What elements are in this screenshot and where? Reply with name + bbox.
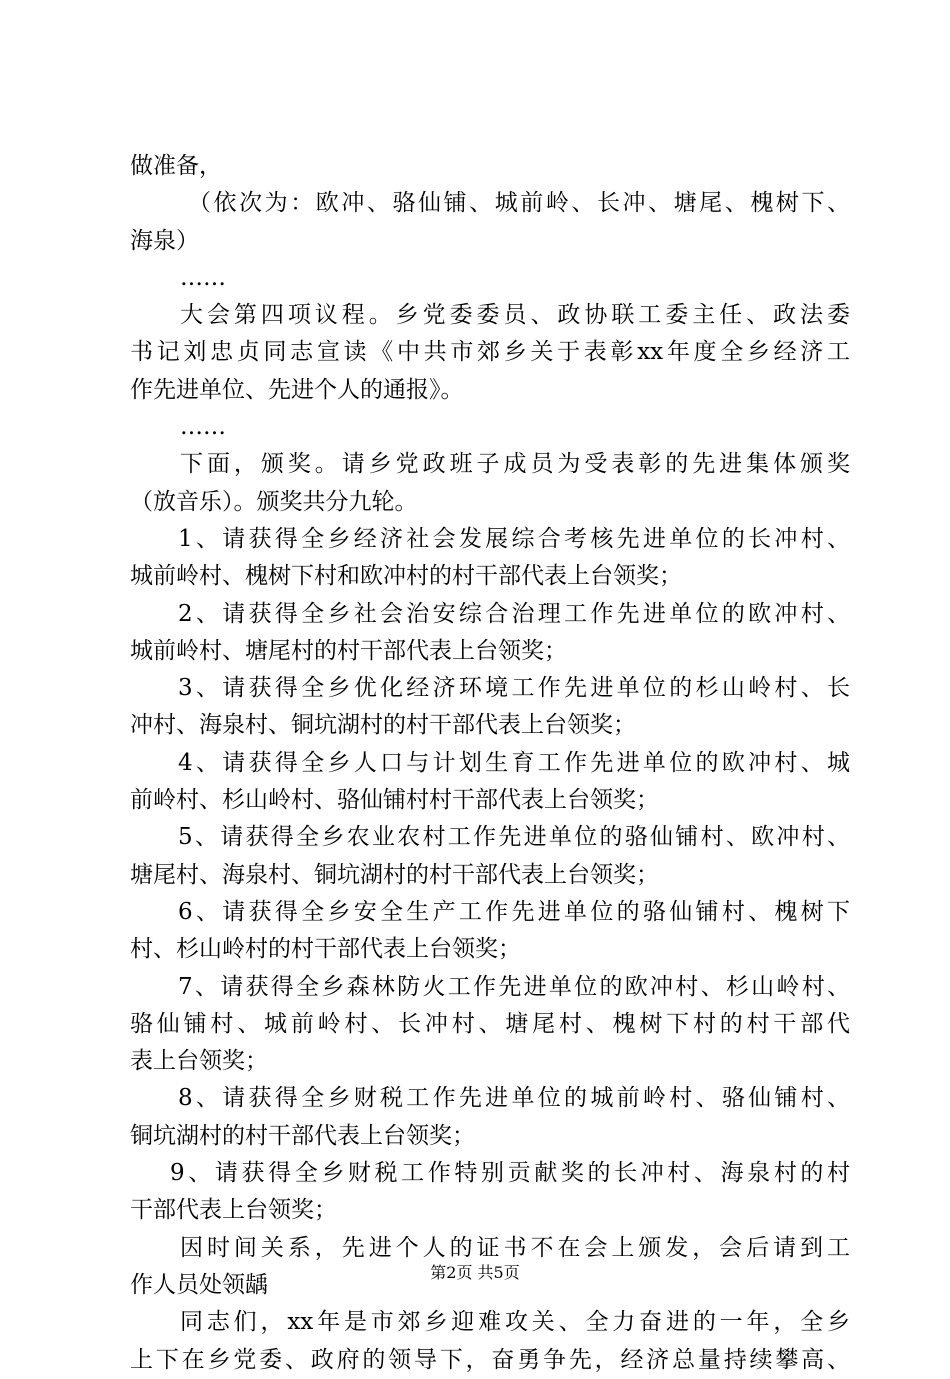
text-line: 同志们，xx年是市郊乡迎难攻关、全力奋进的一年，全乡 [180, 1309, 850, 1336]
text-line: 9、请获得全乡财税工作特别贡献奖的长冲村、海泉村的村 [170, 1160, 850, 1187]
text-line: 城前岭村、塘尾村的村干部代表上台领奖； [130, 637, 567, 664]
text-line: 3、请获得全乡优化经济环境工作先进单位的杉山岭村、长 [178, 675, 850, 702]
text-line: 塘尾村、海泉村、铜坑湖村的村干部代表上台领奖； [130, 861, 659, 888]
text-line: 村、杉山岭村的村干部代表上台领奖； [130, 936, 521, 963]
text-line: 7、请获得全乡森林防火工作先进单位的欧冲村、杉山岭村、 [178, 973, 850, 1000]
text-line: 冲村、海泉村、铜坑湖村的村干部代表上台领奖； [130, 712, 636, 739]
text-line: 作人员处领龋 [130, 1271, 268, 1298]
text-line: 海泉） [130, 227, 199, 254]
text-line: 表上台领奖； [130, 1048, 268, 1075]
text-line: 铜坑湖村的村干部代表上台领奖； [130, 1122, 475, 1149]
text-line: 因时间关系，先进个人的证书不在会上颁发，会后请到工 [180, 1234, 850, 1261]
text-line: 5、请获得全乡农业农村工作先进单位的骆仙铺村、欧冲村、 [178, 824, 850, 851]
text-line: 干部代表上台领奖； [130, 1197, 337, 1224]
text-line: 8、请获得全乡财税工作先进单位的城前岭村、骆仙铺村、 [178, 1085, 850, 1112]
text-line: 城前岭村、槐树下村和欧冲村的村干部代表上台领奖； [130, 563, 682, 590]
text-line: 骆仙铺村、城前岭村、长冲村、塘尾村、槐树下村的村干部代 [130, 1010, 850, 1037]
text-line: 2、请获得全乡社会治安综合治理工作先进单位的欧冲村、 [178, 600, 850, 627]
text-line: …… [180, 264, 226, 291]
text-line: …… [180, 414, 226, 441]
page-footer: 第2页 共5页 [430, 1263, 520, 1282]
text-line: 4、请获得全乡人口与计划生育工作先进单位的欧冲村、城 [178, 749, 850, 776]
text-line: 1、请获得全乡经济社会发展综合考核先进单位的长冲村、 [178, 525, 850, 552]
text-line: 前岭村、杉山岭村、骆仙铺村村干部代表上台领奖； [130, 787, 659, 814]
text-line: 做准备， [130, 153, 222, 179]
text-line: 大会第四项议程。乡党委委员、政协联工委主任、政法委 [180, 302, 850, 329]
text-line: 作先进单位、先进个人的通报》。 [130, 376, 464, 403]
text-line: （依次为：欧冲、骆仙铺、城前岭、长冲、塘尾、槐树下、 [188, 190, 850, 217]
text-line: 6、请获得全乡安全生产工作先进单位的骆仙铺村、槐树下 [178, 898, 850, 925]
text-line: 书记刘忠贞同志宣读《中共市郊乡关于表彰xx年度全乡经济工 [130, 339, 850, 366]
text-line: 下面，颁奖。请乡党政班子成员为受表彰的先进集体颁奖 [180, 451, 850, 478]
text-line: （放音乐）。颁奖共分九轮。 [130, 488, 418, 515]
document-body [130, 148, 850, 1379]
text-line: 上下在乡党委、政府的领导下，奋勇争先，经济总量持续攀高、 [130, 1346, 850, 1373]
